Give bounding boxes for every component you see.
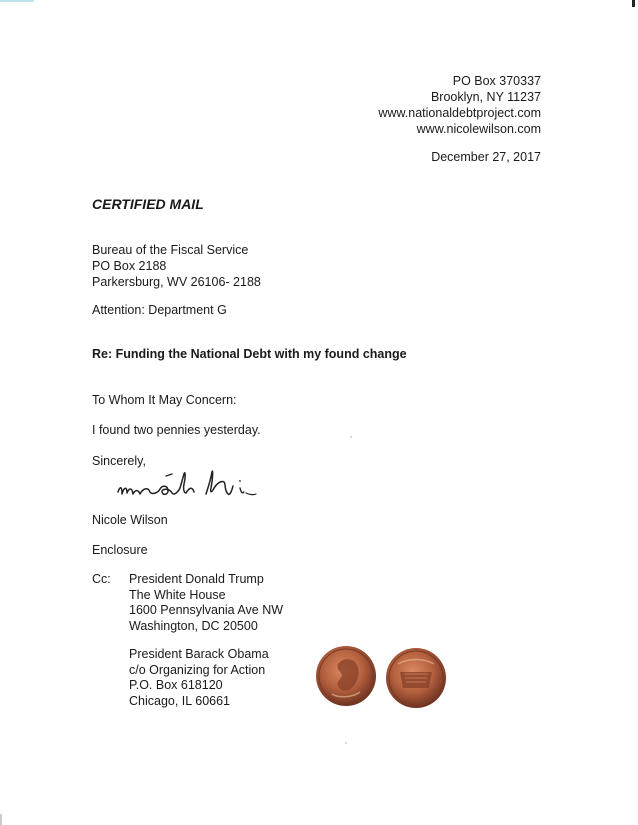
- scan-mark-top-right: [632, 0, 635, 7]
- cc-line: The White House: [129, 587, 226, 602]
- sender-line: PO Box 370337: [452, 74, 541, 88]
- salutation: To Whom It May Concern:: [92, 393, 237, 407]
- scan-mark-bottom-left: [0, 814, 2, 825]
- cc-line: President Barack Obama: [129, 647, 269, 661]
- signer-name: Nicole Wilson: [92, 513, 168, 527]
- certified-mail-heading: CERTIFIED MAIL: [92, 196, 204, 212]
- recipient-address: [92, 242, 261, 290]
- attention-line: Attention: Department G: [92, 303, 227, 317]
- cc-line: President Donald Trump: [129, 572, 264, 586]
- sender-website: www.nicolewilson.com: [416, 122, 541, 136]
- letter-date: December 27, 2017: [431, 150, 541, 164]
- scan-speck: [350, 436, 352, 438]
- enclosure-note: Enclosure: [92, 543, 148, 557]
- cc-label: Cc:: [92, 572, 111, 586]
- recipient-line: Parkersburg, WV 26106- 2188: [92, 275, 261, 289]
- penny-reverse: [386, 648, 446, 708]
- cc-line: P.O. Box 618120: [129, 678, 223, 692]
- closing: Sincerely,: [92, 454, 146, 468]
- enclosed-pennies-image: [308, 636, 456, 716]
- sender-website: www.nationaldebtproject.com: [378, 106, 541, 120]
- cc-line: Washington, DC 20500: [129, 618, 258, 633]
- sender-address: [378, 73, 541, 137]
- scan-mark-top-left: [0, 0, 34, 2]
- handwritten-signature: [112, 462, 272, 508]
- cc-recipient: [129, 647, 269, 709]
- penny-obverse: [316, 646, 376, 706]
- recipient-line: PO Box 2188: [92, 259, 167, 273]
- letter-body: I found two pennies yesterday.: [92, 423, 261, 437]
- cc-line: Chicago, IL 60661: [129, 693, 231, 708]
- sender-line: Brooklyn, NY 11237: [430, 90, 541, 104]
- cc-line: 1600 Pennsylvania Ave NW: [129, 603, 284, 617]
- recipient-line: Bureau of the Fiscal Service: [92, 243, 249, 257]
- cc-recipient: [129, 572, 283, 634]
- cc-line: c/o Organizing for Action: [129, 662, 266, 677]
- scan-speck: [345, 742, 347, 744]
- subject-line: Re: Funding the National Debt with my found change: [92, 347, 407, 361]
